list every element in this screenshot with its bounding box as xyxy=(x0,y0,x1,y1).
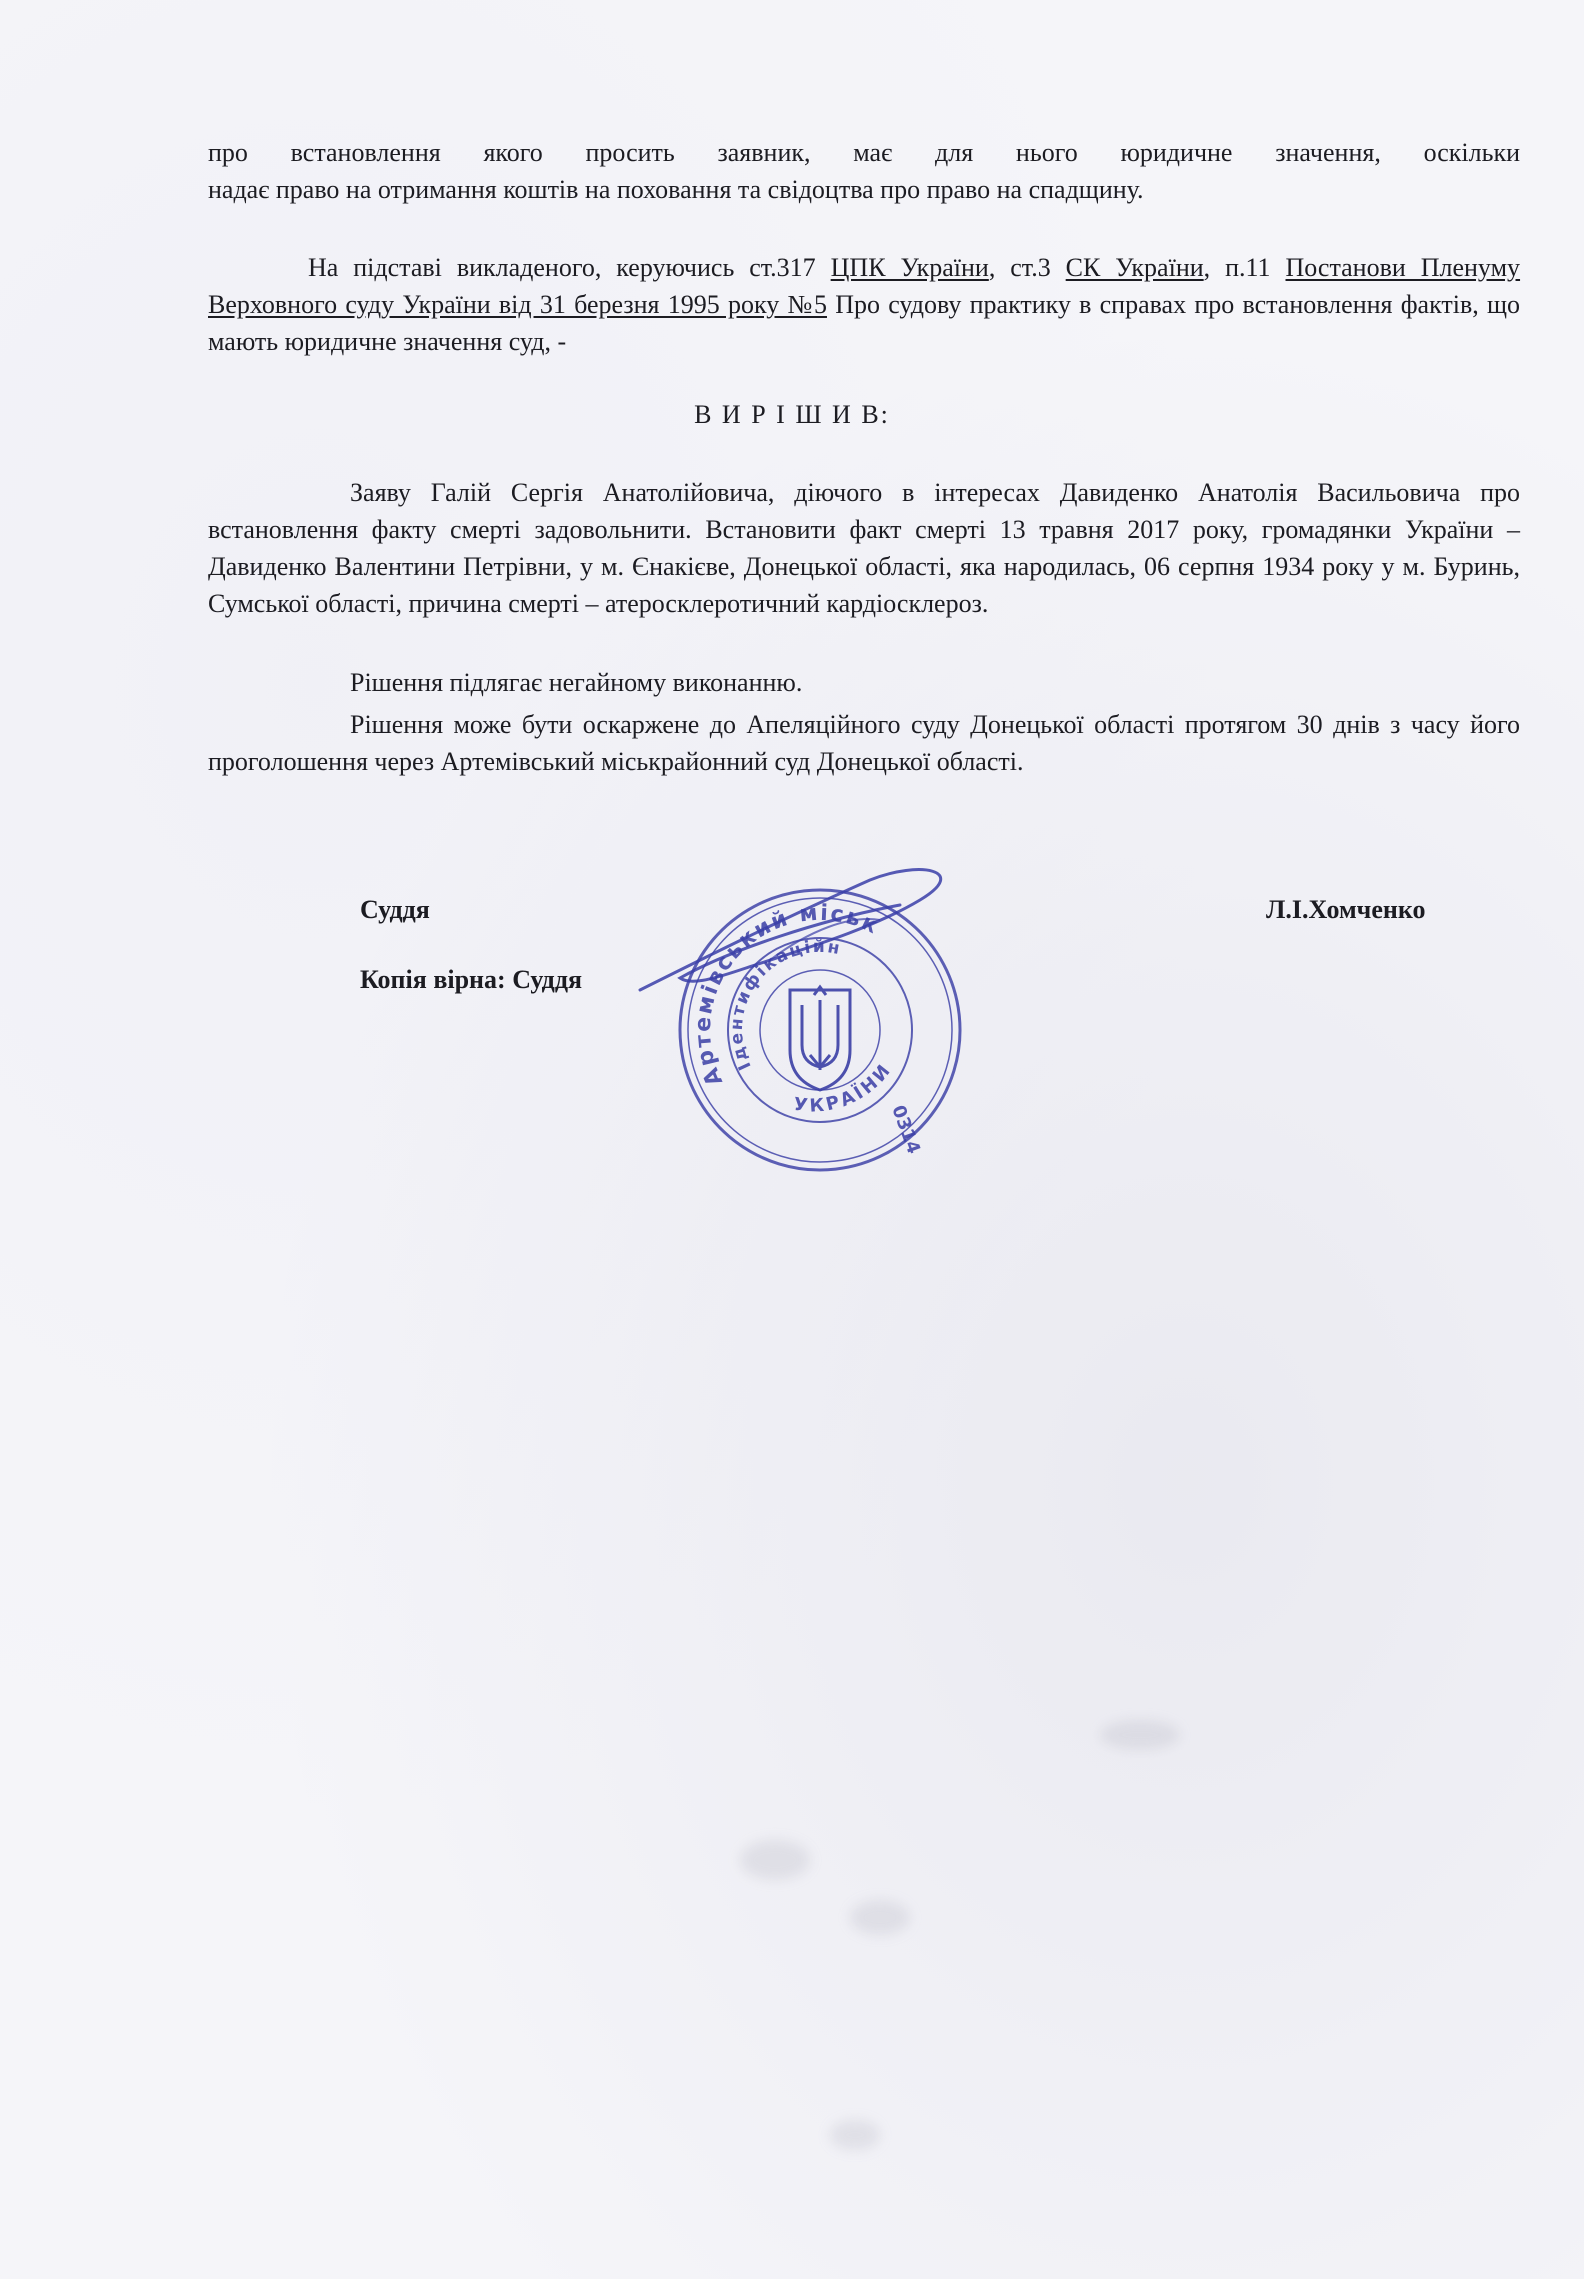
legal-basis-sep-2: , п.11 xyxy=(1203,253,1271,282)
paragraph-immediate-execution xyxy=(208,664,1520,701)
svg-text:УКРАЇНИ xyxy=(784,1047,902,1135)
stamp-bottom-text: УКРАЇНИ xyxy=(792,1058,897,1117)
judge-label: Суддя xyxy=(360,895,430,924)
paper-smudge xyxy=(740,1840,810,1880)
legal-basis-intro: На підставі викладеного, керуючись ст.317 xyxy=(308,253,816,282)
decision-text: Заяву Галій Сергія Анатолійовича, діючого в інтересах Давиденко Анатолія Васильовича про встановлення факту смерті задовольнити. Встановити факт смерті 13 травня 2017 року, громадянки України – Давиденко Валентини Петрівни, у м. Єнакієве, Донецької області, яка народилась, 06 серпня 1934 року у м. Буринь, Сумської області, причина смерті – атеросклеротичний кардіосклероз. xyxy=(208,478,1520,618)
paper-smudge xyxy=(850,1900,910,1935)
paper-smudge xyxy=(1100,1720,1180,1750)
stamp-outer-text: Артемівський міськ xyxy=(690,900,884,1090)
paragraph-decision xyxy=(208,474,1520,622)
legal-basis-sep-1: , ст.3 xyxy=(988,253,1051,282)
paragraph-intro-line-1: про встановлення якого просить заявник, має для нього юридичне значення, оскільки xyxy=(208,138,1520,167)
link-plenum-resolution[interactable]: Постанови Пленуму Верховного суду України від 31 березня 1995 року №5 xyxy=(208,253,1521,319)
stamp-inner-text: Ідентифікаційн xyxy=(726,936,844,1074)
paragraph-intro xyxy=(208,134,1520,171)
legal-basis-tail: Про судову практику в справах про встановлення фактів, що мають юридичне значення суд, - xyxy=(208,290,1520,356)
link-sk[interactable]: СК України xyxy=(1065,253,1204,282)
stamp-code: 0314 xyxy=(887,1102,925,1157)
handwritten-signature xyxy=(620,860,980,1020)
judge-name: Л.І.Хомченко xyxy=(1266,895,1426,924)
link-cpk[interactable]: ЦПК України xyxy=(830,253,989,282)
paragraph-legal-basis xyxy=(208,249,1520,360)
copy-certified-label: Копія вірна: Суддя xyxy=(360,965,583,994)
appeal-text: Рішення може бути оскаржене до Апеляційного суду Донецької області протягом 30 днів з часу його проголошення через Артемівський міськрайонний суд Донецької області. xyxy=(208,710,1520,776)
paragraph-intro-end xyxy=(208,171,1520,208)
decision-heading: В И Р І Ш И В: xyxy=(694,400,890,429)
paragraph-intro-line-2: надає право на отримання коштів на поховання та свідоцтва про право на спадщину. xyxy=(208,175,1144,204)
paragraph-appeal xyxy=(208,706,1520,780)
signature-scribble-icon xyxy=(620,860,980,1020)
paper-smudge xyxy=(830,2120,880,2150)
immediate-execution-text: Рішення підлягає негайному виконанню. xyxy=(350,668,803,697)
